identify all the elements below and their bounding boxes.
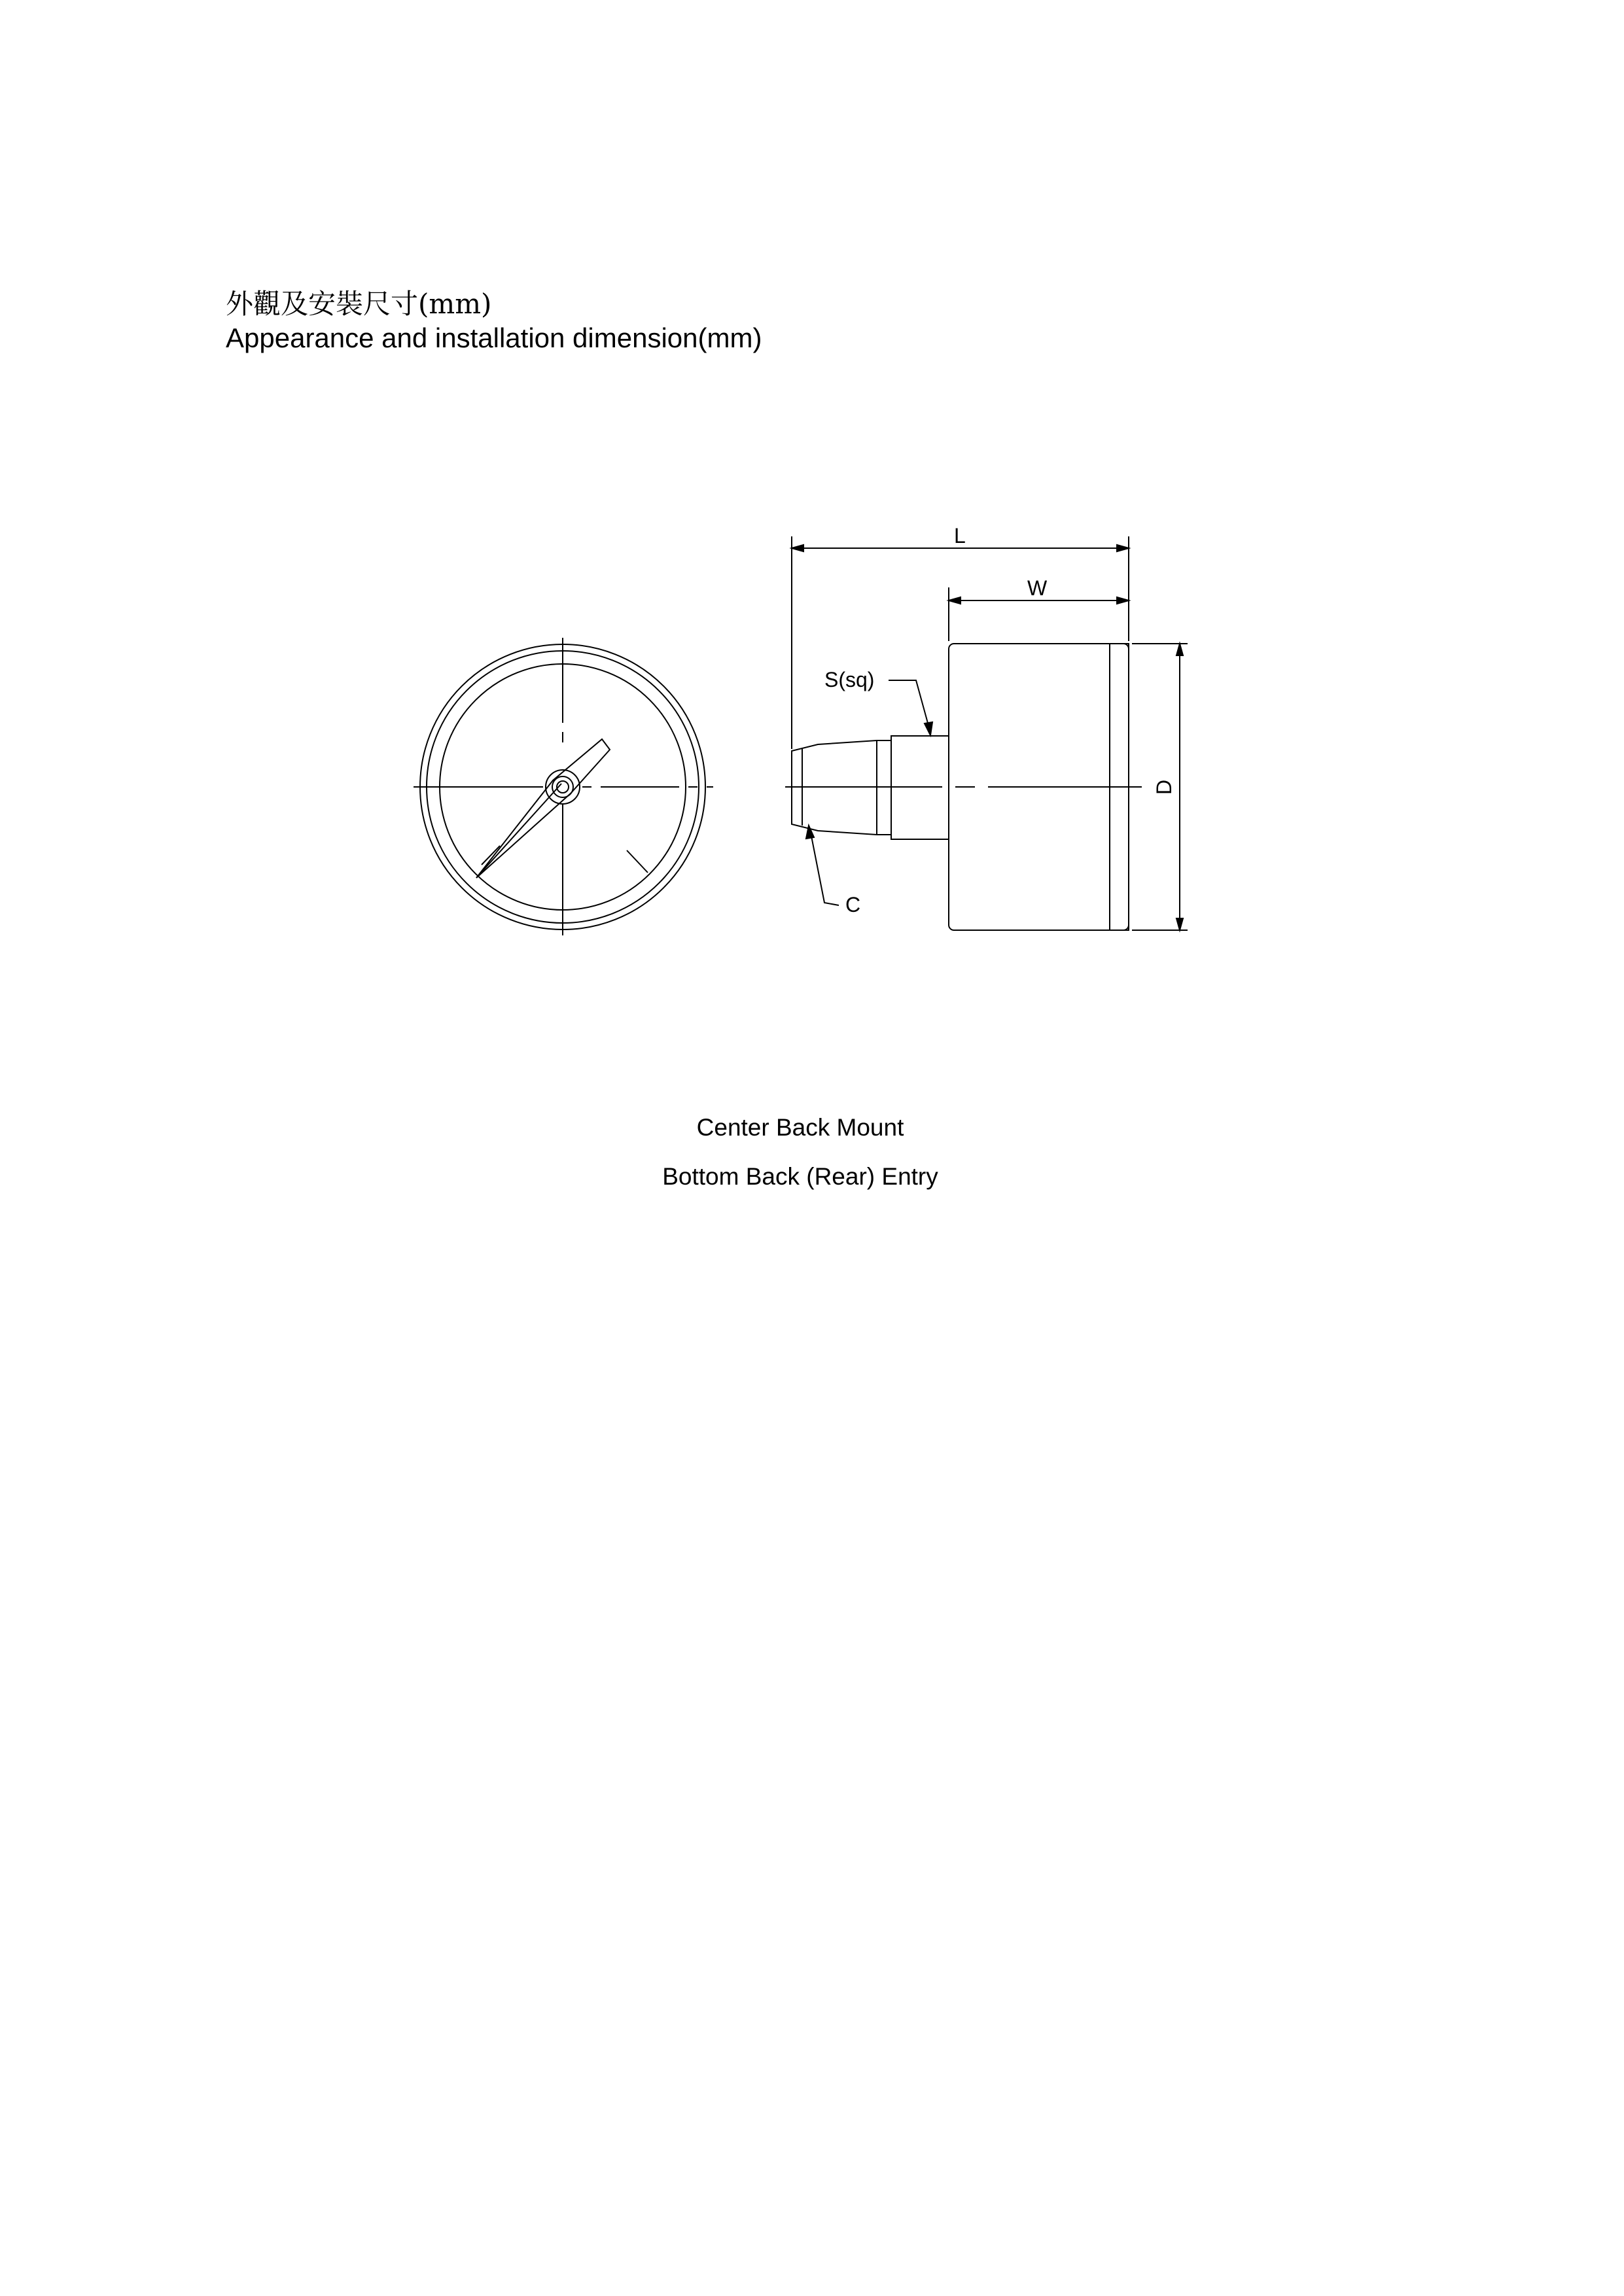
dim-S-arrow xyxy=(925,722,932,735)
dim-D-arrow-bottom xyxy=(1176,918,1183,930)
label-D: D xyxy=(1152,779,1176,795)
front-view xyxy=(414,638,713,935)
dim-L-arrow-left xyxy=(792,545,803,551)
pointer-needle-tip xyxy=(476,784,561,878)
label-W: W xyxy=(1027,576,1048,600)
title-english: Appearance and installation dimension(mm) xyxy=(226,322,762,354)
pointer-hub-outer xyxy=(546,770,580,804)
pointer-needle xyxy=(476,739,610,878)
caption-bottom-back-entry: Bottom Back (Rear) Entry xyxy=(662,1163,938,1190)
dim-L-arrow-right xyxy=(1117,545,1129,551)
label-L: L xyxy=(954,524,966,548)
dim-W-arrow-left xyxy=(949,597,961,604)
scale-tick-max xyxy=(627,850,648,873)
dim-S-leader xyxy=(889,680,930,733)
title-chinese: 外觀及安裝尺寸(mm) xyxy=(226,288,492,320)
caption-center-back-mount: Center Back Mount xyxy=(696,1114,904,1141)
dim-D-arrow-top xyxy=(1176,644,1183,655)
label-S-sq: S(sq) xyxy=(824,668,875,691)
label-C: C xyxy=(845,893,861,916)
dim-C-leader xyxy=(810,829,839,905)
dim-W-arrow-right xyxy=(1117,597,1129,604)
